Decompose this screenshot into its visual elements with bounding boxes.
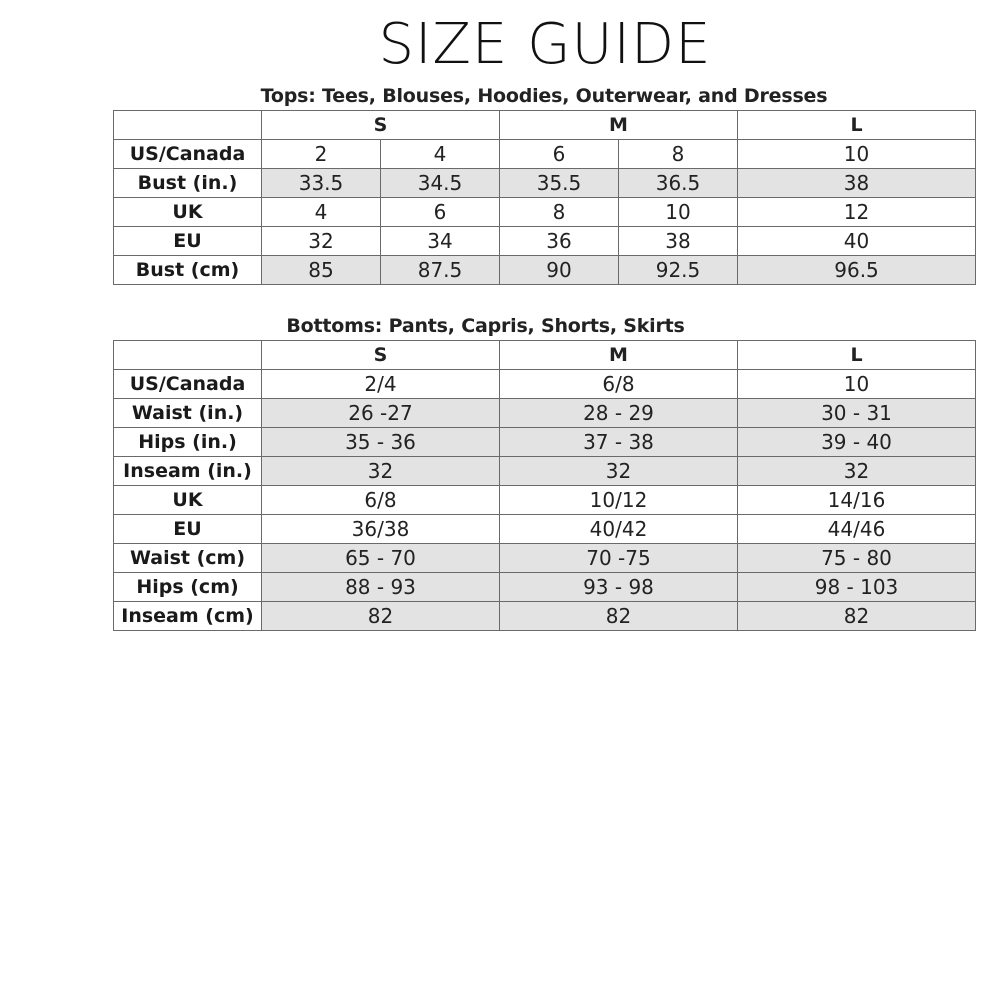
table-cell: 40/42 [500, 515, 738, 544]
table-cell: 10 [738, 140, 976, 169]
row-label: UK [114, 486, 262, 515]
table-cell: 39 - 40 [738, 428, 976, 457]
table-cell: 35 - 36 [262, 428, 500, 457]
row-label: Bust (in.) [114, 169, 262, 198]
table-cell: 40 [738, 227, 976, 256]
table-cell: 4 [381, 140, 500, 169]
table-cell: 70 -75 [500, 544, 738, 573]
bottoms-caption: Bottoms: Pants, Capris, Shorts, Skirts [286, 315, 685, 337]
table-row [114, 140, 976, 169]
table-cell: 32 [262, 227, 381, 256]
table-row [114, 256, 976, 285]
bottoms-size-table [113, 340, 976, 631]
table-cell: 37 - 38 [500, 428, 738, 457]
tops-header-row [114, 111, 976, 140]
table-cell: 87.5 [381, 256, 500, 285]
table-cell: 85 [262, 256, 381, 285]
table-cell: 6 [500, 140, 619, 169]
corner-cell [114, 111, 262, 140]
table-row [114, 602, 976, 631]
size-header-l: L [738, 341, 976, 370]
table-cell: 36/38 [262, 515, 500, 544]
table-cell: 65 - 70 [262, 544, 500, 573]
table-cell: 82 [500, 602, 738, 631]
table-cell: 35.5 [500, 169, 619, 198]
tops-caption: Tops: Tees, Blouses, Hoodies, Outerwear, and Dresses [260, 85, 828, 107]
table-cell: 10/12 [500, 486, 738, 515]
table-cell: 38 [738, 169, 976, 198]
table-cell: 92.5 [619, 256, 738, 285]
row-label: Hips (in.) [114, 428, 262, 457]
table-row [114, 399, 976, 428]
table-cell: 28 - 29 [500, 399, 738, 428]
row-label: UK [114, 198, 262, 227]
table-cell: 2/4 [262, 370, 500, 399]
table-row [114, 198, 976, 227]
table-cell: 8 [619, 140, 738, 169]
size-header-s: S [262, 111, 500, 140]
table-row [114, 169, 976, 198]
table-cell: 98 - 103 [738, 573, 976, 602]
corner-cell [114, 341, 262, 370]
table-cell: 32 [262, 457, 500, 486]
table-cell: 75 - 80 [738, 544, 976, 573]
table-row [114, 515, 976, 544]
size-header-m: M [500, 111, 738, 140]
row-label: Waist (in.) [114, 399, 262, 428]
table-cell: 44/46 [738, 515, 976, 544]
table-cell: 6/8 [500, 370, 738, 399]
table-row [114, 227, 976, 256]
table-cell: 34.5 [381, 169, 500, 198]
table-cell: 32 [738, 457, 976, 486]
row-label: Inseam (cm) [114, 602, 262, 631]
page-title: SIZE GUIDE [378, 12, 712, 77]
table-cell: 8 [500, 198, 619, 227]
size-header-m: M [500, 341, 738, 370]
table-cell: 4 [262, 198, 381, 227]
table-row [114, 573, 976, 602]
table-cell: 14/16 [738, 486, 976, 515]
table-cell: 10 [619, 198, 738, 227]
row-label: Waist (cm) [114, 544, 262, 573]
row-label: Hips (cm) [114, 573, 262, 602]
table-row [114, 428, 976, 457]
bottoms-header-row [114, 341, 976, 370]
table-row [114, 370, 976, 399]
table-cell: 6 [381, 198, 500, 227]
table-cell: 32 [500, 457, 738, 486]
table-cell: 26 -27 [262, 399, 500, 428]
row-label: EU [114, 227, 262, 256]
table-cell: 12 [738, 198, 976, 227]
row-label: EU [114, 515, 262, 544]
table-cell: 38 [619, 227, 738, 256]
table-row [114, 544, 976, 573]
size-header-s: S [262, 341, 500, 370]
size-header-l: L [738, 111, 976, 140]
table-cell: 82 [262, 602, 500, 631]
table-cell: 2 [262, 140, 381, 169]
table-cell: 36.5 [619, 169, 738, 198]
table-cell: 90 [500, 256, 619, 285]
row-label: US/Canada [114, 370, 262, 399]
table-cell: 30 - 31 [738, 399, 976, 428]
table-cell: 10 [738, 370, 976, 399]
table-cell: 6/8 [262, 486, 500, 515]
table-row [114, 486, 976, 515]
table-cell: 33.5 [262, 169, 381, 198]
table-cell: 88 - 93 [262, 573, 500, 602]
row-label: US/Canada [114, 140, 262, 169]
table-cell: 36 [500, 227, 619, 256]
row-label: Inseam (in.) [114, 457, 262, 486]
tops-size-table [113, 110, 976, 285]
table-cell: 34 [381, 227, 500, 256]
table-cell: 93 - 98 [500, 573, 738, 602]
table-cell: 96.5 [738, 256, 976, 285]
row-label: Bust (cm) [114, 256, 262, 285]
table-cell: 82 [738, 602, 976, 631]
table-row [114, 457, 976, 486]
